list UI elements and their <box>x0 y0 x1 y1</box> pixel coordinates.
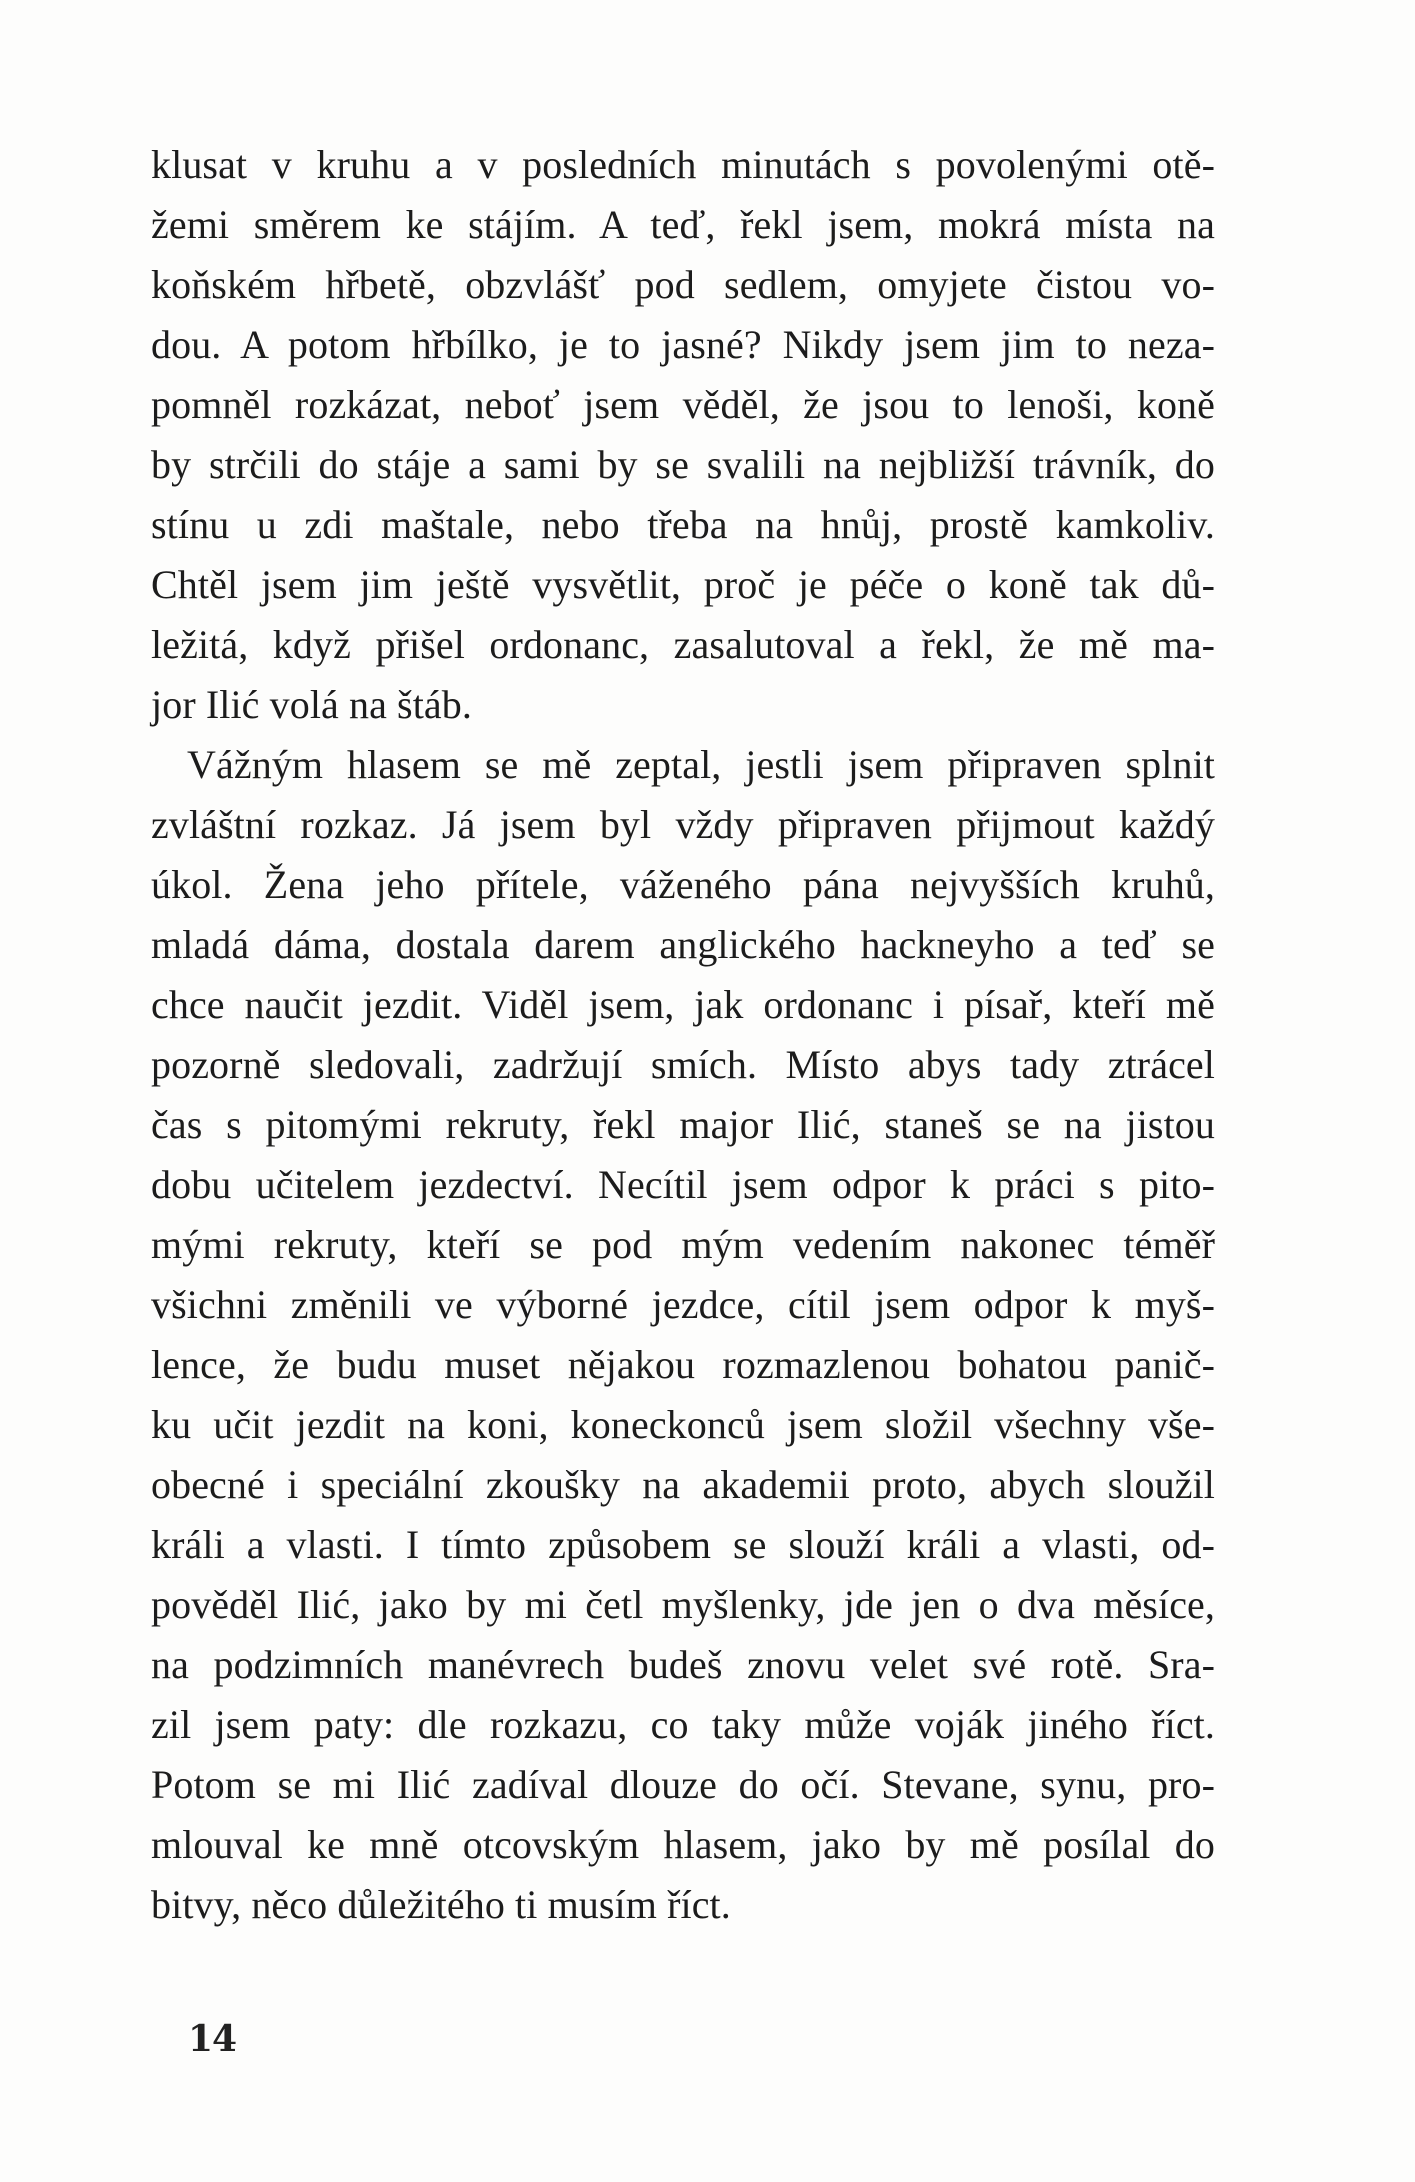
text-line: obecné i speciální zkoušky na akademii proto, abych sloužil <box>151 1462 1215 1507</box>
text-line: Vážným hlasem se mě zeptal, jestli jsem připraven splnit <box>187 742 1215 787</box>
text-line: lence, že budu muset nějakou rozmazlenou bohatou panič- <box>151 1342 1215 1387</box>
text-line: dou. A potom hřbílko, je to jasné? Nikdy jsem jim to neza- <box>151 322 1215 367</box>
paragraph <box>151 135 1215 735</box>
text-line: stínu u zdi maštale, nebo třeba na hnůj, prostě kamkoliv. <box>151 502 1215 547</box>
text-line: chce naučit jezdit. Viděl jsem, jak ordonanc i písař, kteří mě <box>151 982 1215 1027</box>
text-line: čas s pitomými rekruty, řekl major Ilić, staneš se na jistou <box>151 1102 1215 1147</box>
text-line: všichni změnili ve výborné jezdce, cítil jsem odpor k myš- <box>151 1282 1215 1327</box>
text-line: dobu učitelem jezdectví. Necítil jsem odpor k práci s pito- <box>151 1162 1215 1207</box>
text-line: mlouval ke mně otcovským hlasem, jako by mě posílal do <box>151 1822 1215 1867</box>
text-line: jor Ilić volá na štáb. <box>151 682 472 727</box>
text-line: pomněl rozkázat, neboť jsem věděl, že jsou to lenoši, koně <box>151 382 1215 427</box>
text-line: mladá dáma, dostala darem anglického hackneyho a teď se <box>151 922 1215 967</box>
text-line: mými rekruty, kteří se pod mým vedením nakonec téměř <box>151 1222 1215 1267</box>
text-line: úkol. Žena jeho přítele, váženého pána nejvyšších kruhů, <box>151 862 1215 907</box>
text-line: pozorně sledovali, zadržují smích. Místo abys tady ztrácel <box>151 1042 1215 1087</box>
text-line: žemi směrem ke stájím. A teď, řekl jsem, mokrá místa na <box>151 202 1215 247</box>
text-line: na podzimních manévrech budeš znovu velet své rotě. Sra- <box>151 1642 1215 1687</box>
text-line: klusat v kruhu a v posledních minutách s povolenými otě- <box>151 142 1215 187</box>
page-number: 14 <box>188 2018 237 2060</box>
text-line: Potom se mi Ilić zadíval dlouze do očí. Stevane, synu, pro- <box>151 1762 1215 1807</box>
text-line: zvláštní rozkaz. Já jsem byl vždy připraven přijmout každý <box>151 802 1215 847</box>
text-line: by strčili do stáje a sami by se svalili na nejbližší trávník, do <box>151 442 1215 487</box>
text-line: Chtěl jsem jim ještě vysvětlit, proč je péče o koně tak dů- <box>151 562 1215 607</box>
text-line: králi a vlasti. I tímto způsobem se slouží králi a vlasti, od- <box>151 1522 1215 1567</box>
text-block <box>151 135 1215 1935</box>
text-line: pověděl Ilić, jako by mi četl myšlenky, jde jen o dva měsíce, <box>151 1582 1215 1627</box>
text-line: zil jsem paty: dle rozkazu, co taky může voják jiného říct. <box>151 1702 1215 1747</box>
paragraph <box>151 735 1215 1935</box>
text-line: koňském hřbetě, obzvlášť pod sedlem, omyjete čistou vo- <box>151 262 1215 307</box>
text-line: ku učit jezdit na koni, koneckonců jsem složil všechny vše- <box>151 1402 1215 1447</box>
text-line: bitvy, něco důležitého ti musím říct. <box>151 1882 731 1927</box>
text-line: ležitá, když přišel ordonanc, zasalutoval a řekl, že mě ma- <box>151 622 1215 667</box>
